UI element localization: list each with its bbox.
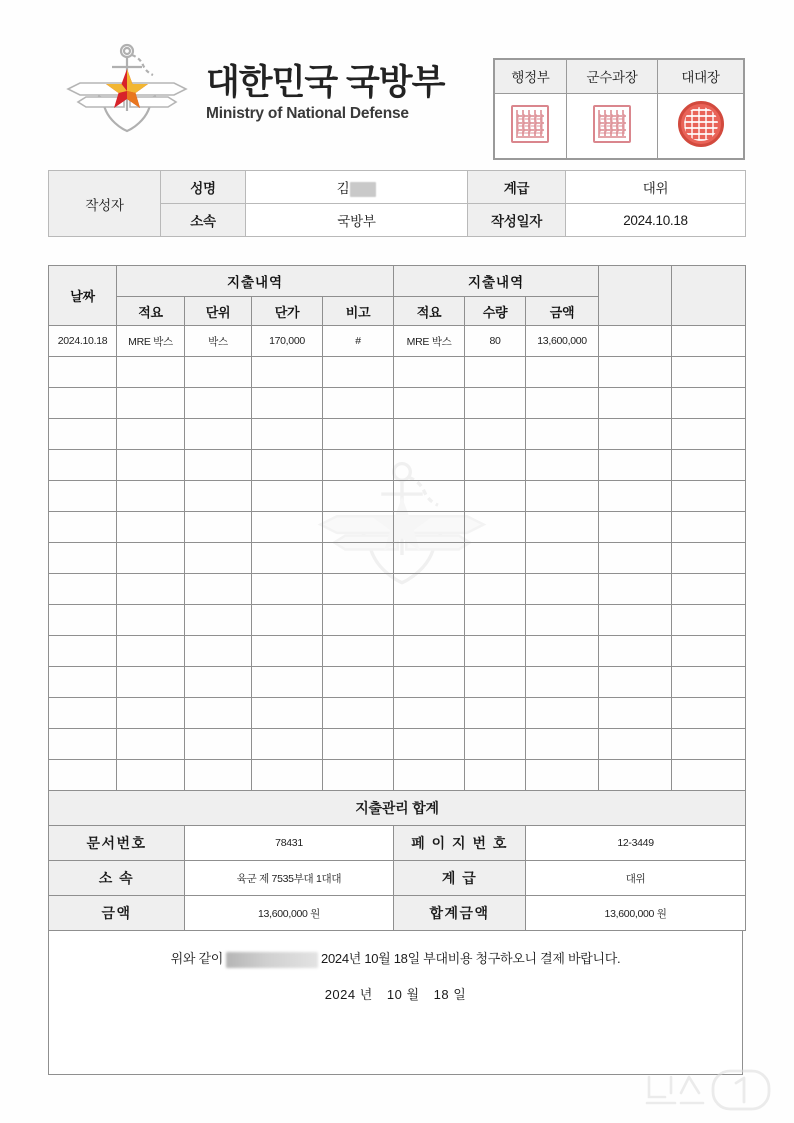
seal-cell-battalion-commander bbox=[658, 94, 744, 159]
approval-header-row bbox=[495, 60, 744, 94]
cell-empty bbox=[185, 481, 252, 512]
ledger-group-header-right: 지출내역 bbox=[394, 266, 599, 297]
table-row-empty bbox=[49, 512, 746, 543]
seal-cell-logistics-chief bbox=[566, 94, 657, 159]
cell-empty bbox=[465, 760, 526, 791]
cell-empty bbox=[185, 667, 252, 698]
ministry-name-en: Ministry of National Defense bbox=[206, 105, 409, 123]
cell-empty bbox=[526, 667, 599, 698]
cell-empty bbox=[526, 512, 599, 543]
cell-empty bbox=[252, 760, 323, 791]
cell-empty bbox=[599, 574, 672, 605]
cell-empty bbox=[465, 512, 526, 543]
cell-empty bbox=[465, 729, 526, 760]
cell-empty bbox=[394, 388, 465, 419]
cell-empty bbox=[323, 667, 394, 698]
cell-empty bbox=[599, 698, 672, 729]
summary-value-document-number: 78431 bbox=[185, 826, 394, 861]
cell-empty bbox=[49, 357, 117, 388]
cell-empty bbox=[323, 512, 394, 543]
cell-empty bbox=[185, 729, 252, 760]
cell-empty bbox=[252, 574, 323, 605]
statement-suffix: 2024년 10월 18일 부대비용 청구하오니 결제 바랍니다. bbox=[321, 951, 621, 966]
cell-empty bbox=[252, 605, 323, 636]
cell-empty bbox=[465, 636, 526, 667]
cell-empty bbox=[599, 605, 672, 636]
cell-empty bbox=[599, 512, 672, 543]
cell-empty bbox=[599, 481, 672, 512]
cell-quantity: 80 bbox=[465, 326, 526, 357]
cell-empty bbox=[672, 388, 746, 419]
cell-empty bbox=[185, 574, 252, 605]
cell-empty bbox=[323, 605, 394, 636]
ledger-body bbox=[49, 326, 746, 791]
summary-label-rank: 계 급 bbox=[394, 861, 526, 896]
summary-row-amount bbox=[49, 896, 746, 931]
cell-empty bbox=[323, 760, 394, 791]
square-seal-icon bbox=[593, 105, 631, 143]
table-row-empty bbox=[49, 698, 746, 729]
cell-empty bbox=[672, 667, 746, 698]
cell-empty bbox=[49, 698, 117, 729]
ledger-header-unit: 단위 bbox=[185, 297, 252, 326]
cell-empty bbox=[465, 481, 526, 512]
author-affiliation-label: 소속 bbox=[161, 204, 246, 237]
approval-col-battalion-commander: 대대장 bbox=[658, 60, 744, 94]
signature-date-line bbox=[49, 984, 742, 1003]
cell-empty bbox=[394, 667, 465, 698]
cell-empty bbox=[252, 729, 323, 760]
cell-empty bbox=[185, 450, 252, 481]
cell-date: 2024.10.18 bbox=[49, 326, 117, 357]
author-row-name bbox=[49, 171, 746, 204]
cell-empty bbox=[599, 760, 672, 791]
cell-empty bbox=[185, 543, 252, 574]
author-rank-value: 대위 bbox=[566, 171, 746, 204]
cell-empty bbox=[394, 574, 465, 605]
signature-year: 2024 년 bbox=[324, 987, 373, 1002]
ledger-group-header-left: 지출내역 bbox=[117, 266, 394, 297]
signature-month: 10 월 bbox=[386, 987, 420, 1002]
cell-empty bbox=[526, 574, 599, 605]
request-statement-line bbox=[49, 948, 742, 968]
cell-empty bbox=[117, 512, 185, 543]
cell-desc-right: MRE 박스 bbox=[394, 326, 465, 357]
cell-empty bbox=[117, 636, 185, 667]
cell-empty bbox=[185, 419, 252, 450]
cell-empty bbox=[252, 512, 323, 543]
redaction-block-name bbox=[350, 182, 376, 197]
cell-empty bbox=[465, 698, 526, 729]
cell-empty bbox=[252, 636, 323, 667]
cell-empty bbox=[672, 729, 746, 760]
cell-empty bbox=[49, 760, 117, 791]
cell-empty bbox=[117, 357, 185, 388]
cell-amount: 13,600,000 bbox=[526, 326, 599, 357]
cell-empty bbox=[117, 450, 185, 481]
cell-empty bbox=[323, 574, 394, 605]
cell-empty bbox=[526, 636, 599, 667]
summary-label-page-number: 페 이 지 번 호 bbox=[394, 826, 526, 861]
table-row-empty bbox=[49, 729, 746, 760]
cell-empty bbox=[672, 450, 746, 481]
cell-extra-2 bbox=[672, 326, 746, 357]
cell-empty bbox=[117, 698, 185, 729]
cell-empty bbox=[117, 729, 185, 760]
cell-empty bbox=[672, 698, 746, 729]
cell-empty bbox=[526, 357, 599, 388]
mnd-emblem-icon bbox=[62, 39, 192, 144]
ledger-header-desc-right: 적요 bbox=[394, 297, 465, 326]
ministry-logo bbox=[62, 36, 462, 146]
cell-empty bbox=[526, 481, 599, 512]
cell-empty bbox=[672, 543, 746, 574]
cell-empty bbox=[252, 667, 323, 698]
author-affiliation-value: 국방부 bbox=[246, 204, 468, 237]
cell-empty bbox=[323, 357, 394, 388]
cell-empty bbox=[526, 760, 599, 791]
ledger-header-date: 날짜 bbox=[49, 266, 117, 326]
author-name-text: 김 bbox=[336, 181, 350, 196]
cell-empty bbox=[185, 698, 252, 729]
cell-empty bbox=[49, 450, 117, 481]
cell-empty bbox=[672, 574, 746, 605]
cell-empty bbox=[323, 419, 394, 450]
cell-empty bbox=[672, 760, 746, 791]
cell-extra-1 bbox=[599, 326, 672, 357]
approval-seal-row bbox=[495, 94, 744, 159]
approval-col-admin: 행정부 bbox=[495, 60, 567, 94]
table-row-empty bbox=[49, 543, 746, 574]
cell-empty bbox=[323, 450, 394, 481]
author-date-label: 작성일자 bbox=[468, 204, 566, 237]
cell-empty bbox=[252, 698, 323, 729]
ledger-header-extra-2 bbox=[672, 266, 746, 326]
ledger-summary-body bbox=[49, 791, 746, 931]
cell-empty bbox=[465, 667, 526, 698]
summary-label-document-number: 문서번호 bbox=[49, 826, 185, 861]
cell-empty bbox=[117, 574, 185, 605]
cell-empty bbox=[185, 605, 252, 636]
cell-empty bbox=[323, 636, 394, 667]
seal-cell-admin bbox=[495, 94, 567, 159]
ledger-header-unit-price: 단가 bbox=[252, 297, 323, 326]
cell-empty bbox=[465, 419, 526, 450]
cell-empty bbox=[117, 667, 185, 698]
table-row-empty bbox=[49, 450, 746, 481]
summary-value-page-number: 12-3449 bbox=[526, 826, 746, 861]
cell-empty bbox=[599, 729, 672, 760]
cell-empty bbox=[117, 481, 185, 512]
cell-empty bbox=[394, 543, 465, 574]
cell-empty bbox=[49, 636, 117, 667]
cell-empty bbox=[672, 605, 746, 636]
cell-empty bbox=[672, 357, 746, 388]
summary-row-affiliation bbox=[49, 861, 746, 896]
summary-title: 지출관리 합계 bbox=[49, 791, 746, 826]
cell-empty bbox=[117, 760, 185, 791]
cell-empty bbox=[49, 419, 117, 450]
cell-empty bbox=[394, 450, 465, 481]
table-row-empty bbox=[49, 357, 746, 388]
summary-label-affiliation: 소 속 bbox=[49, 861, 185, 896]
ministry-name-ko: 대한민국 국방부 bbox=[206, 62, 445, 102]
cell-empty bbox=[394, 698, 465, 729]
table-row-empty bbox=[49, 605, 746, 636]
cell-empty bbox=[672, 512, 746, 543]
table-row bbox=[49, 326, 746, 357]
cell-empty bbox=[252, 450, 323, 481]
table-row-empty bbox=[49, 667, 746, 698]
cell-empty bbox=[117, 419, 185, 450]
cell-empty bbox=[599, 543, 672, 574]
cell-empty bbox=[599, 357, 672, 388]
summary-label-amount: 금액 bbox=[49, 896, 185, 931]
cell-empty bbox=[252, 388, 323, 419]
cell-empty bbox=[323, 729, 394, 760]
cell-desc-left: MRE 박스 bbox=[117, 326, 185, 357]
cell-empty bbox=[599, 667, 672, 698]
cell-empty bbox=[526, 698, 599, 729]
cell-empty bbox=[323, 388, 394, 419]
summary-value-amount: 13,600,000 원 bbox=[185, 896, 394, 931]
cell-empty bbox=[323, 698, 394, 729]
cell-empty bbox=[526, 543, 599, 574]
cell-empty bbox=[252, 419, 323, 450]
ledger-header-note: 비고 bbox=[323, 297, 394, 326]
cell-empty bbox=[185, 636, 252, 667]
author-name-label: 성명 bbox=[161, 171, 246, 204]
cell-unit-price: 170,000 bbox=[252, 326, 323, 357]
cell-empty bbox=[526, 450, 599, 481]
cell-empty bbox=[394, 605, 465, 636]
cell-empty bbox=[185, 388, 252, 419]
cell-empty bbox=[252, 357, 323, 388]
cell-empty bbox=[599, 450, 672, 481]
cell-empty bbox=[465, 605, 526, 636]
cell-empty bbox=[465, 357, 526, 388]
author-rank-label: 계급 bbox=[468, 171, 566, 204]
cell-empty bbox=[49, 605, 117, 636]
cell-empty bbox=[394, 760, 465, 791]
cell-empty bbox=[117, 388, 185, 419]
statement-prefix: 위와 같이 bbox=[170, 951, 224, 966]
ledger-header-quantity: 수량 bbox=[465, 297, 526, 326]
cell-empty bbox=[394, 357, 465, 388]
cell-empty bbox=[599, 419, 672, 450]
expense-ledger-table bbox=[48, 265, 746, 931]
cell-empty bbox=[49, 729, 117, 760]
square-seal-icon bbox=[511, 105, 549, 143]
cell-empty bbox=[49, 512, 117, 543]
cell-empty bbox=[394, 481, 465, 512]
cell-empty bbox=[599, 388, 672, 419]
author-date-value: 2024.10.18 bbox=[566, 204, 746, 237]
cell-empty bbox=[117, 605, 185, 636]
cell-note: # bbox=[323, 326, 394, 357]
document-header bbox=[0, 0, 794, 165]
cell-empty bbox=[49, 543, 117, 574]
signature-day: 18 일 bbox=[433, 987, 467, 1002]
author-section-label: 작성자 bbox=[49, 171, 161, 237]
cell-empty bbox=[49, 388, 117, 419]
round-seal-icon bbox=[678, 101, 724, 147]
table-row-empty bbox=[49, 636, 746, 667]
summary-value-affiliation: 육군 제 7535부대 1대대 bbox=[185, 861, 394, 896]
cell-empty bbox=[526, 605, 599, 636]
cell-empty bbox=[672, 636, 746, 667]
ledger-header-amount: 금액 bbox=[526, 297, 599, 326]
table-row-empty bbox=[49, 419, 746, 450]
author-name-value bbox=[246, 171, 468, 204]
summary-value-rank: 대위 bbox=[526, 861, 746, 896]
ledger-group-header-row bbox=[49, 266, 746, 297]
cell-empty bbox=[49, 481, 117, 512]
table-row-empty bbox=[49, 760, 746, 791]
cell-empty bbox=[323, 543, 394, 574]
cell-empty bbox=[394, 419, 465, 450]
author-info-table bbox=[48, 170, 746, 237]
cell-empty bbox=[526, 419, 599, 450]
cell-empty bbox=[465, 574, 526, 605]
cell-empty bbox=[49, 574, 117, 605]
cell-empty bbox=[672, 419, 746, 450]
approval-stamp-box bbox=[493, 58, 745, 160]
cell-empty bbox=[185, 760, 252, 791]
cell-empty bbox=[394, 512, 465, 543]
table-row-empty bbox=[49, 574, 746, 605]
cell-empty bbox=[465, 388, 526, 419]
cell-empty bbox=[252, 543, 323, 574]
summary-value-total-amount: 13,600,000 원 bbox=[526, 896, 746, 931]
approval-col-logistics-chief: 군수과장 bbox=[566, 60, 657, 94]
cell-empty bbox=[465, 543, 526, 574]
cell-empty bbox=[526, 729, 599, 760]
summary-row-document-number bbox=[49, 826, 746, 861]
cell-empty bbox=[49, 667, 117, 698]
cell-empty bbox=[599, 636, 672, 667]
cell-empty bbox=[185, 357, 252, 388]
cell-empty bbox=[394, 729, 465, 760]
ledger-header-extra-1 bbox=[599, 266, 672, 326]
cell-empty bbox=[394, 636, 465, 667]
cell-empty bbox=[117, 543, 185, 574]
cell-empty bbox=[526, 388, 599, 419]
ledger-header-desc-left: 적요 bbox=[117, 297, 185, 326]
cell-empty bbox=[672, 481, 746, 512]
cell-empty bbox=[185, 512, 252, 543]
cell-empty bbox=[465, 450, 526, 481]
summary-label-total-amount: 합계금액 bbox=[394, 896, 526, 931]
cell-empty bbox=[252, 481, 323, 512]
cell-unit: 박스 bbox=[185, 326, 252, 357]
summary-title-row bbox=[49, 791, 746, 826]
table-row-empty bbox=[49, 388, 746, 419]
table-row-empty bbox=[49, 481, 746, 512]
cell-empty bbox=[323, 481, 394, 512]
redaction-block-statement bbox=[226, 952, 318, 968]
